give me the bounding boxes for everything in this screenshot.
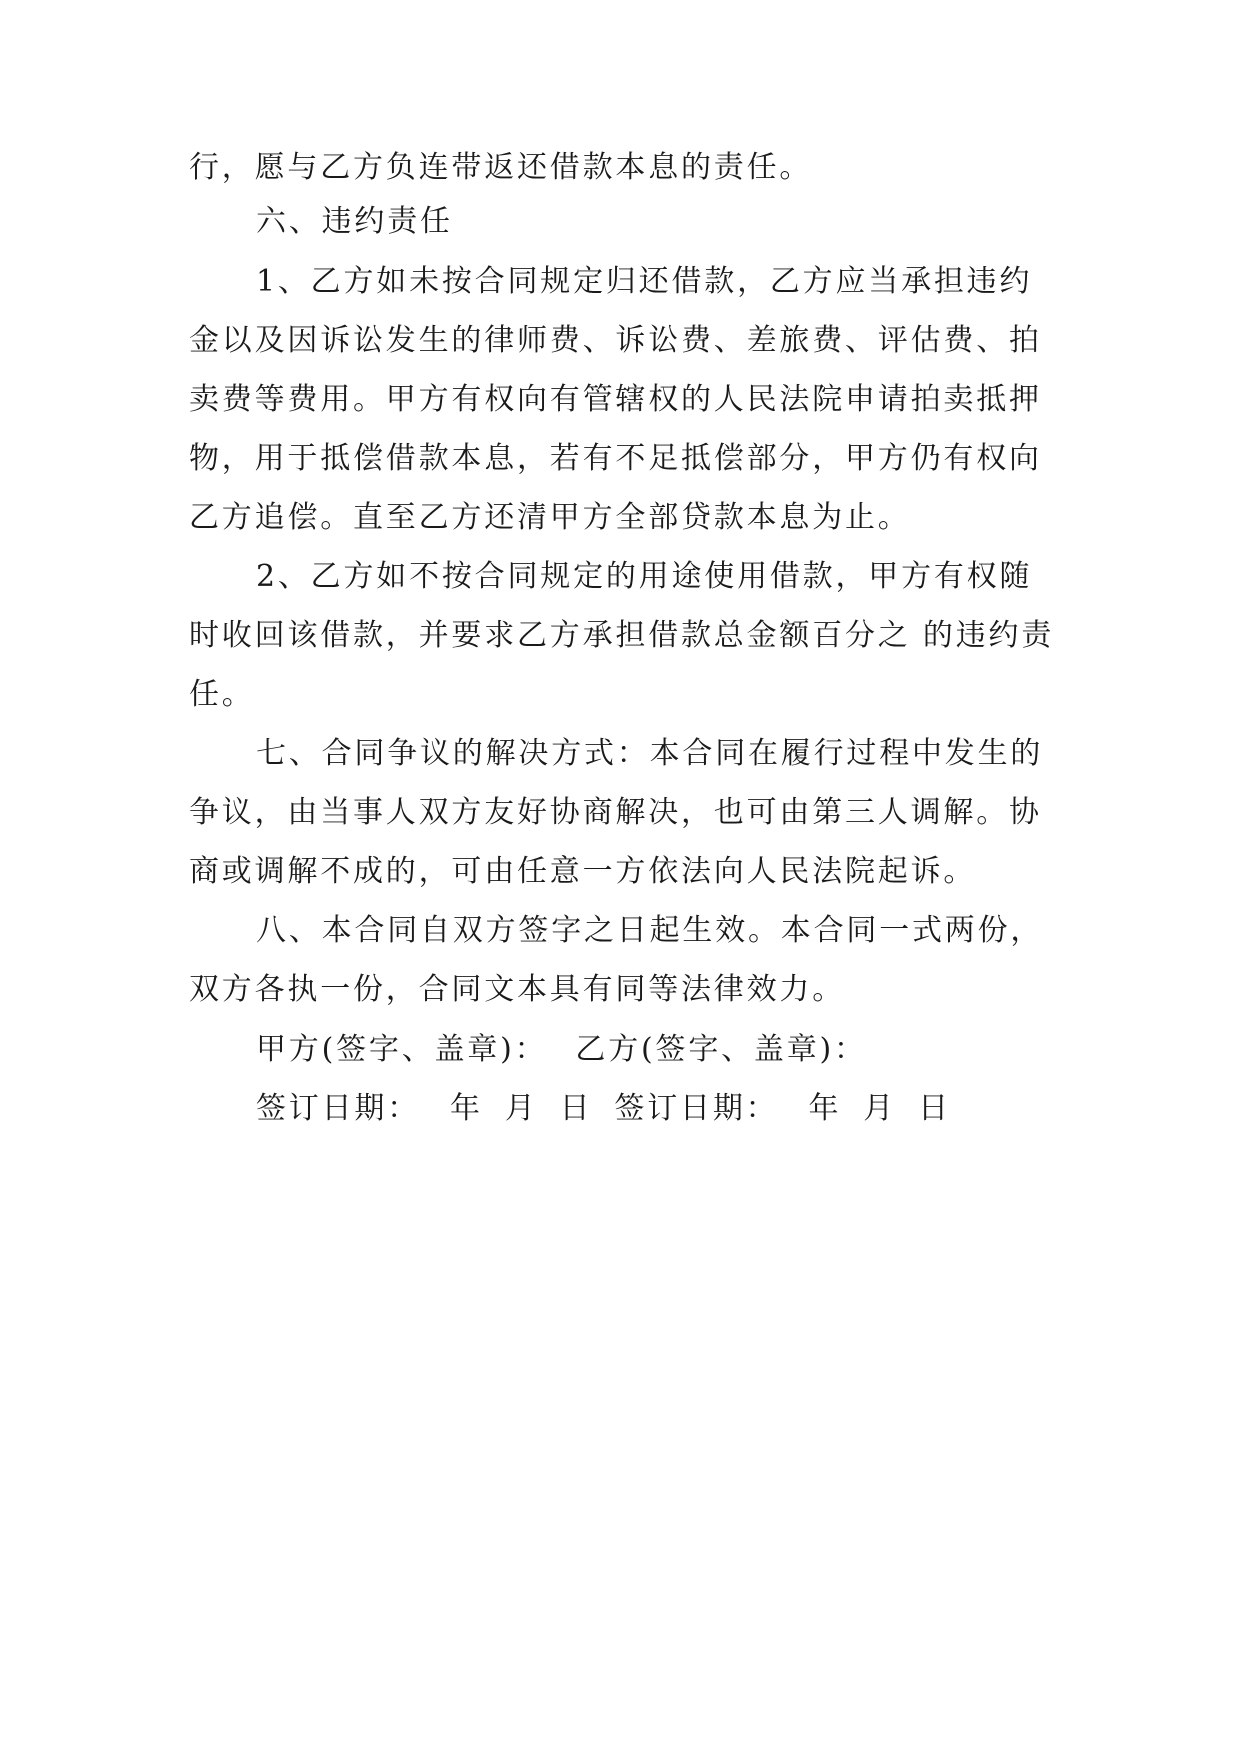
text-line: 商或调解不成的，可由任意一方依法向人民法院起诉。 xyxy=(189,854,977,889)
date-year: 年 xyxy=(450,1091,483,1126)
party-a-date-label: 签订日期： xyxy=(256,1091,420,1126)
text-line: 物，用于抵偿借款本息，若有不足抵偿部分，甲方仍有权向 xyxy=(189,441,1042,476)
text-line: 双方各执一份，合同文本具有同等法律效力。 xyxy=(189,972,845,1007)
text-line: 争议，由当事人双方友好协商解决，也可由第三人调解。协 xyxy=(189,795,1042,830)
text-line: 任。 xyxy=(189,677,255,712)
section-heading: 八、本合同自双方签字之日起生效。本合同一式两份， xyxy=(256,913,1044,948)
text-line: 乙方追偿。直至乙方还清甲方全部贷款本息为止。 xyxy=(189,500,911,535)
date-day: 日 xyxy=(918,1091,951,1126)
text-line: 行，愿与乙方负连带返还借款本息的责任。 xyxy=(189,150,813,185)
date-month: 月 xyxy=(504,1091,538,1126)
date-year: 年 xyxy=(808,1091,842,1126)
text-line: 2、乙方如不按合同规定的用途使用借款，甲方有权随 xyxy=(256,559,1033,594)
text-line: 卖费等费用。甲方有权向有管辖权的人民法院申请拍卖抵押 xyxy=(189,382,1042,417)
text-line: 1、乙方如未按合同规定归还借款，乙方应当承担违约 xyxy=(256,264,1033,299)
party-b-signature-label: 乙方(签字、盖章)： xyxy=(575,1032,867,1067)
party-b-date-label: 签订日期： xyxy=(614,1091,779,1126)
section-heading: 六、违约责任 xyxy=(256,204,453,239)
text-line: 时收回该借款，并要求乙方承担借款总金额百分之 的违约责 xyxy=(189,618,1055,653)
signature-line xyxy=(256,1030,1136,1070)
date-month: 月 xyxy=(863,1091,897,1126)
signing-date-line xyxy=(256,1089,1136,1129)
section-heading: 七、合同争议的解决方式：本合同在履行过程中发生的 xyxy=(256,736,1044,771)
date-day: 日 xyxy=(559,1091,593,1126)
party-a-signature-label: 甲方(签字、盖章)： xyxy=(256,1032,548,1067)
text-line: 金以及因诉讼发生的律师费、诉讼费、差旅费、评估费、拍 xyxy=(189,323,1042,358)
